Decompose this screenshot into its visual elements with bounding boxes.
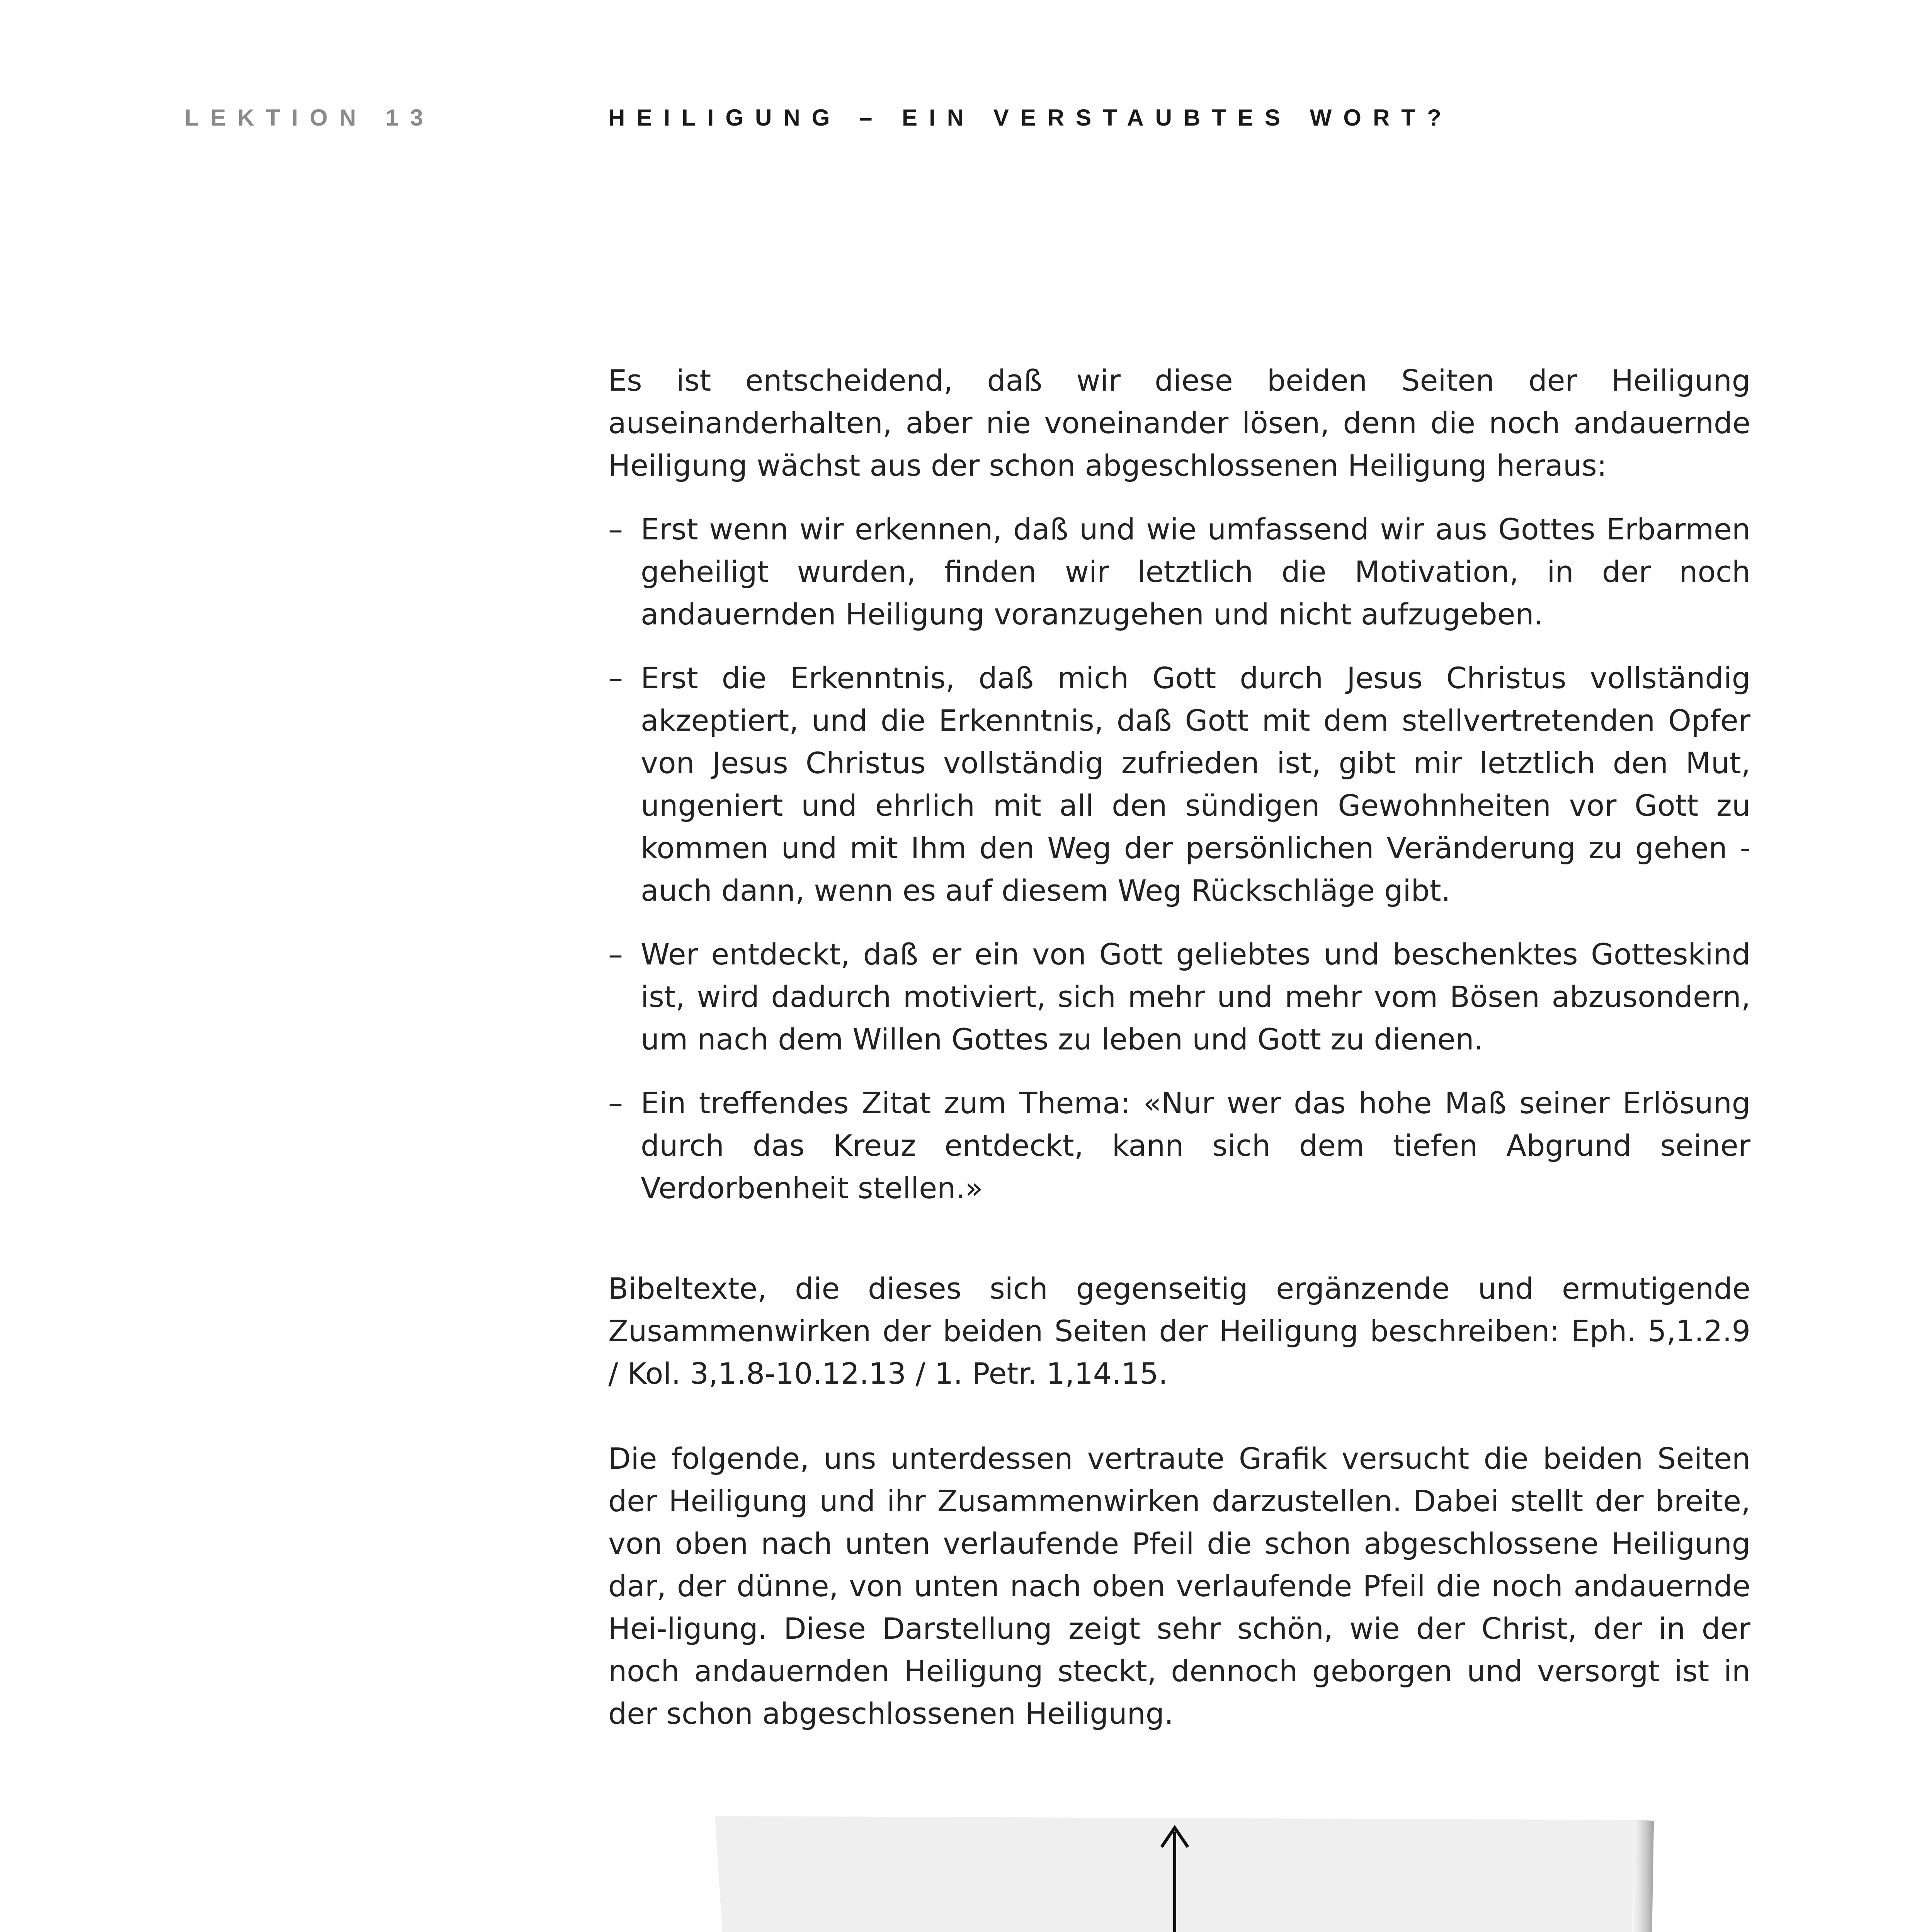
- bullet-text: Erst die Erkenntnis, daß mich Gott durch Jesus Christus vollständig akzeptiert, und die Erkenntnis, daß Gott mit dem stellvertretenden Opfer von Jesus Christus vollständig zufrieden ist, gibt mir letztlich den Mut, ungeniert und ehrlich mit all den sündigen Gewohnheiten vor Gott zu kommen und mit Ihm den Weg der persönlichen Veränderung zu gehen - auch dann, wenn es auf diesem Weg Rückschläge gibt.: [641, 661, 1750, 908]
- bullet-dash: –: [608, 512, 623, 546]
- bullet-dash: –: [608, 661, 623, 695]
- main-text: [608, 359, 1750, 1735]
- bullet-dash: –: [608, 1086, 623, 1120]
- bible-texts-paragraph: Bibeltexte, die dieses sich gegenseitig ergänzende und ermutigende Zusammenwirken der beiden Seiten der Heiligung beschreiben: Eph. 5,1.2.9 / Kol. 3,1.8-10.12.13 / 1. Petr. 1,14.15.: [608, 1271, 1750, 1391]
- bullet-text: Wer entdeckt, daß er ein von Gott geliebtes und beschenktes Gotteskind ist, wird dadurch motiviert, sich mehr und mehr vom Bösen abzusondern, um nach dem Willen Gottes zu leben und Gott zu dienen.: [641, 937, 1750, 1056]
- bullet-dash: –: [608, 937, 623, 971]
- list-item: [608, 508, 1750, 636]
- bullet-text: Erst wenn wir erkennen, daß und wie umfassend wir aus Gottes Erbarmen geheiligt wurden, finden wir letztlich die Motivation, in der noch andauernden Heiligung voranzugehen und nicht aufzugeben.: [641, 512, 1750, 631]
- graphic-description-paragraph: Die folgende, uns unterdessen vertraute Grafik versucht die beiden Seiten der Heiligung und ihr Zusammenwirken darzustellen. Dabei stellt der breite, von oben nach unten verlaufende Pfeil die schon abgeschlossene Heiligung dar, der dünne, von unten nach oben verlaufende Pfeil die noch andauernde Hei-ligung. Diese Darstellung zeigt sehr schön, wie der Christ, der in der noch andauernden Heiligung steckt, dennoch geborgen und versorgt ist in der schon abgeschlossenen Heiligung.: [608, 1441, 1750, 1731]
- intro-paragraph: Es ist entscheidend, daß wir diese beiden Seiten der Heiligung auseinanderhalten, aber nie voneinander lösen, denn die noch andauernde Heiligung wächst aus der schon abgeschlossenen Heiligung heraus:: [608, 363, 1750, 483]
- list-item: [608, 1082, 1750, 1209]
- header-title: HEILIGUNG – EIN VERSTAUBTES WORT?: [608, 105, 1453, 131]
- list-item: [608, 933, 1750, 1061]
- sanctification-graphic: [603, 1801, 1770, 1932]
- bullet-list: [608, 508, 1750, 1209]
- list-item: [608, 657, 1750, 912]
- header-lesson: LEKTION 13: [185, 105, 435, 131]
- bullet-text: Ein treffendes Zitat zum Thema: «Nur wer das hohe Maß seiner Erlösung durch das Kreuz entdeckt, kann sich dem tiefen Abgrund seiner Verdorbenheit stellen.»: [641, 1086, 1750, 1205]
